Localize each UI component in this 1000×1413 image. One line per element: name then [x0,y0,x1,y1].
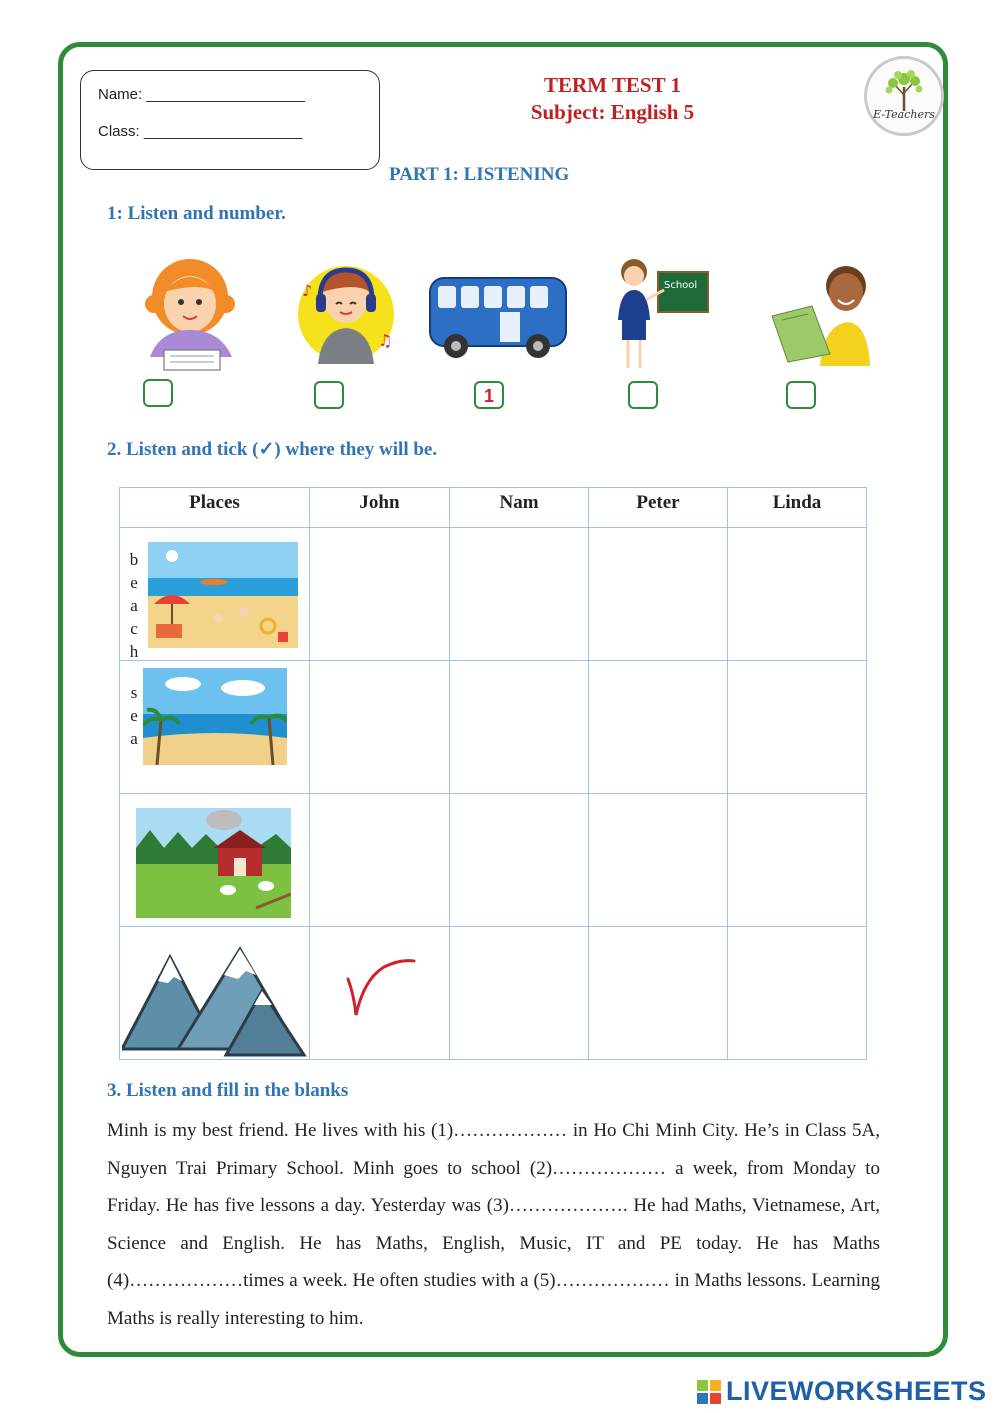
table-row [120,927,867,1060]
tick-cell-john-mountains[interactable] [310,927,450,1060]
tick-cell[interactable] [728,927,867,1060]
tick-cell[interactable] [589,661,728,794]
place-cell-sea [120,661,310,794]
part1-title: PART 1: LISTENING [389,164,570,185]
answer-box-3[interactable] [474,381,504,409]
girl-writing-icon [140,252,240,372]
table-row [120,794,867,927]
col-linda: Linda [728,488,867,528]
tick-cell[interactable] [310,661,450,794]
beach-label [128,548,140,663]
places-table [119,487,867,1060]
name-field[interactable]: Name: ___________________ [98,86,305,103]
boy-headphones-icon [296,256,396,368]
sea-icon [143,668,287,765]
tick-cell[interactable] [728,661,867,794]
tick-cell[interactable] [450,927,589,1060]
ex2-title: 2. Listen and tick (✓) where they will be. [107,439,438,460]
col-peter: Peter [589,488,728,528]
svg-text:♫: ♫ [378,331,393,350]
answer-box-5[interactable] [786,381,816,409]
logo-text: E-Teachers [873,108,935,121]
tick-cell[interactable] [728,794,867,927]
ex3-title: 3. Listen and fill in the blanks [107,1080,349,1101]
label-letter: a [130,729,138,748]
student-info-box [80,70,380,170]
ex1-title: 1: Listen and number. [107,203,286,224]
col-nam: Nam [450,488,589,528]
tick-cell[interactable] [450,661,589,794]
place-cell-mountains [120,927,310,1060]
col-john: John [310,488,450,528]
tick-cell[interactable] [310,794,450,927]
farm-icon [136,808,291,918]
answer-box-3-value: 1 [483,386,494,406]
tick-cell[interactable] [589,927,728,1060]
table-row [120,661,867,794]
label-letter: e [130,573,138,592]
beach-icon [148,542,298,648]
tree-icon [867,59,941,133]
label-letter: e [130,706,138,725]
tick-cell[interactable] [589,528,728,661]
sea-label [128,681,140,750]
subject-title: Subject: English 5 [530,100,695,124]
answer-box-1[interactable] [143,379,173,407]
label-letter: a [130,596,138,615]
svg-text:♪: ♪ [302,281,313,300]
test-title: TERM TEST 1 [544,73,681,97]
class-field[interactable]: Class: ___________________ [98,123,303,140]
ex3-paragraph: Minh is my best friend. He lives with his (1)……………… in Ho Chi Minh City. He’s in Class 5A, Nguyen Trai Primary School. Minh goes to school (2)……………… a week, from Monday to Friday. He has five lessons a day. Yesterday was (3)………………. He had Maths, Vietnamese, Art, Science and English. He has Maths, English, Music, IT and PE today. He has Maths (4)………………times a week. He often studies with a (5)……………… in Maths lessons. Learning Maths is really interesting to him. [107,1120,880,1329]
label-letter: b [129,550,139,569]
answer-box-4[interactable] [628,381,658,409]
label-letter: c [130,619,138,638]
col-places: Places [120,488,310,528]
tick-cell[interactable] [450,794,589,927]
mountains-icon [122,945,308,1057]
tick-cell[interactable] [310,528,450,661]
liveworksheets-logo-icon [697,1380,721,1404]
tick-cell[interactable] [589,794,728,927]
place-cell-beach [120,528,310,661]
board-word: School [664,280,698,291]
liveworksheets-brand: LIVEWORKSHEETS [726,1376,987,1406]
e-teachers-logo [864,56,944,136]
boy-reading-icon [768,258,878,368]
red-tick-icon [340,955,420,1025]
tick-cell[interactable] [450,528,589,661]
table-row [120,528,867,661]
label-letter: h [129,642,139,661]
tick-cell[interactable] [728,528,867,661]
label-letter: s [130,683,138,702]
teacher-board-icon [606,250,710,375]
place-cell-farm [120,794,310,927]
bus-icon [426,272,571,360]
answer-box-2[interactable] [314,381,344,409]
table-header-row [120,488,867,528]
